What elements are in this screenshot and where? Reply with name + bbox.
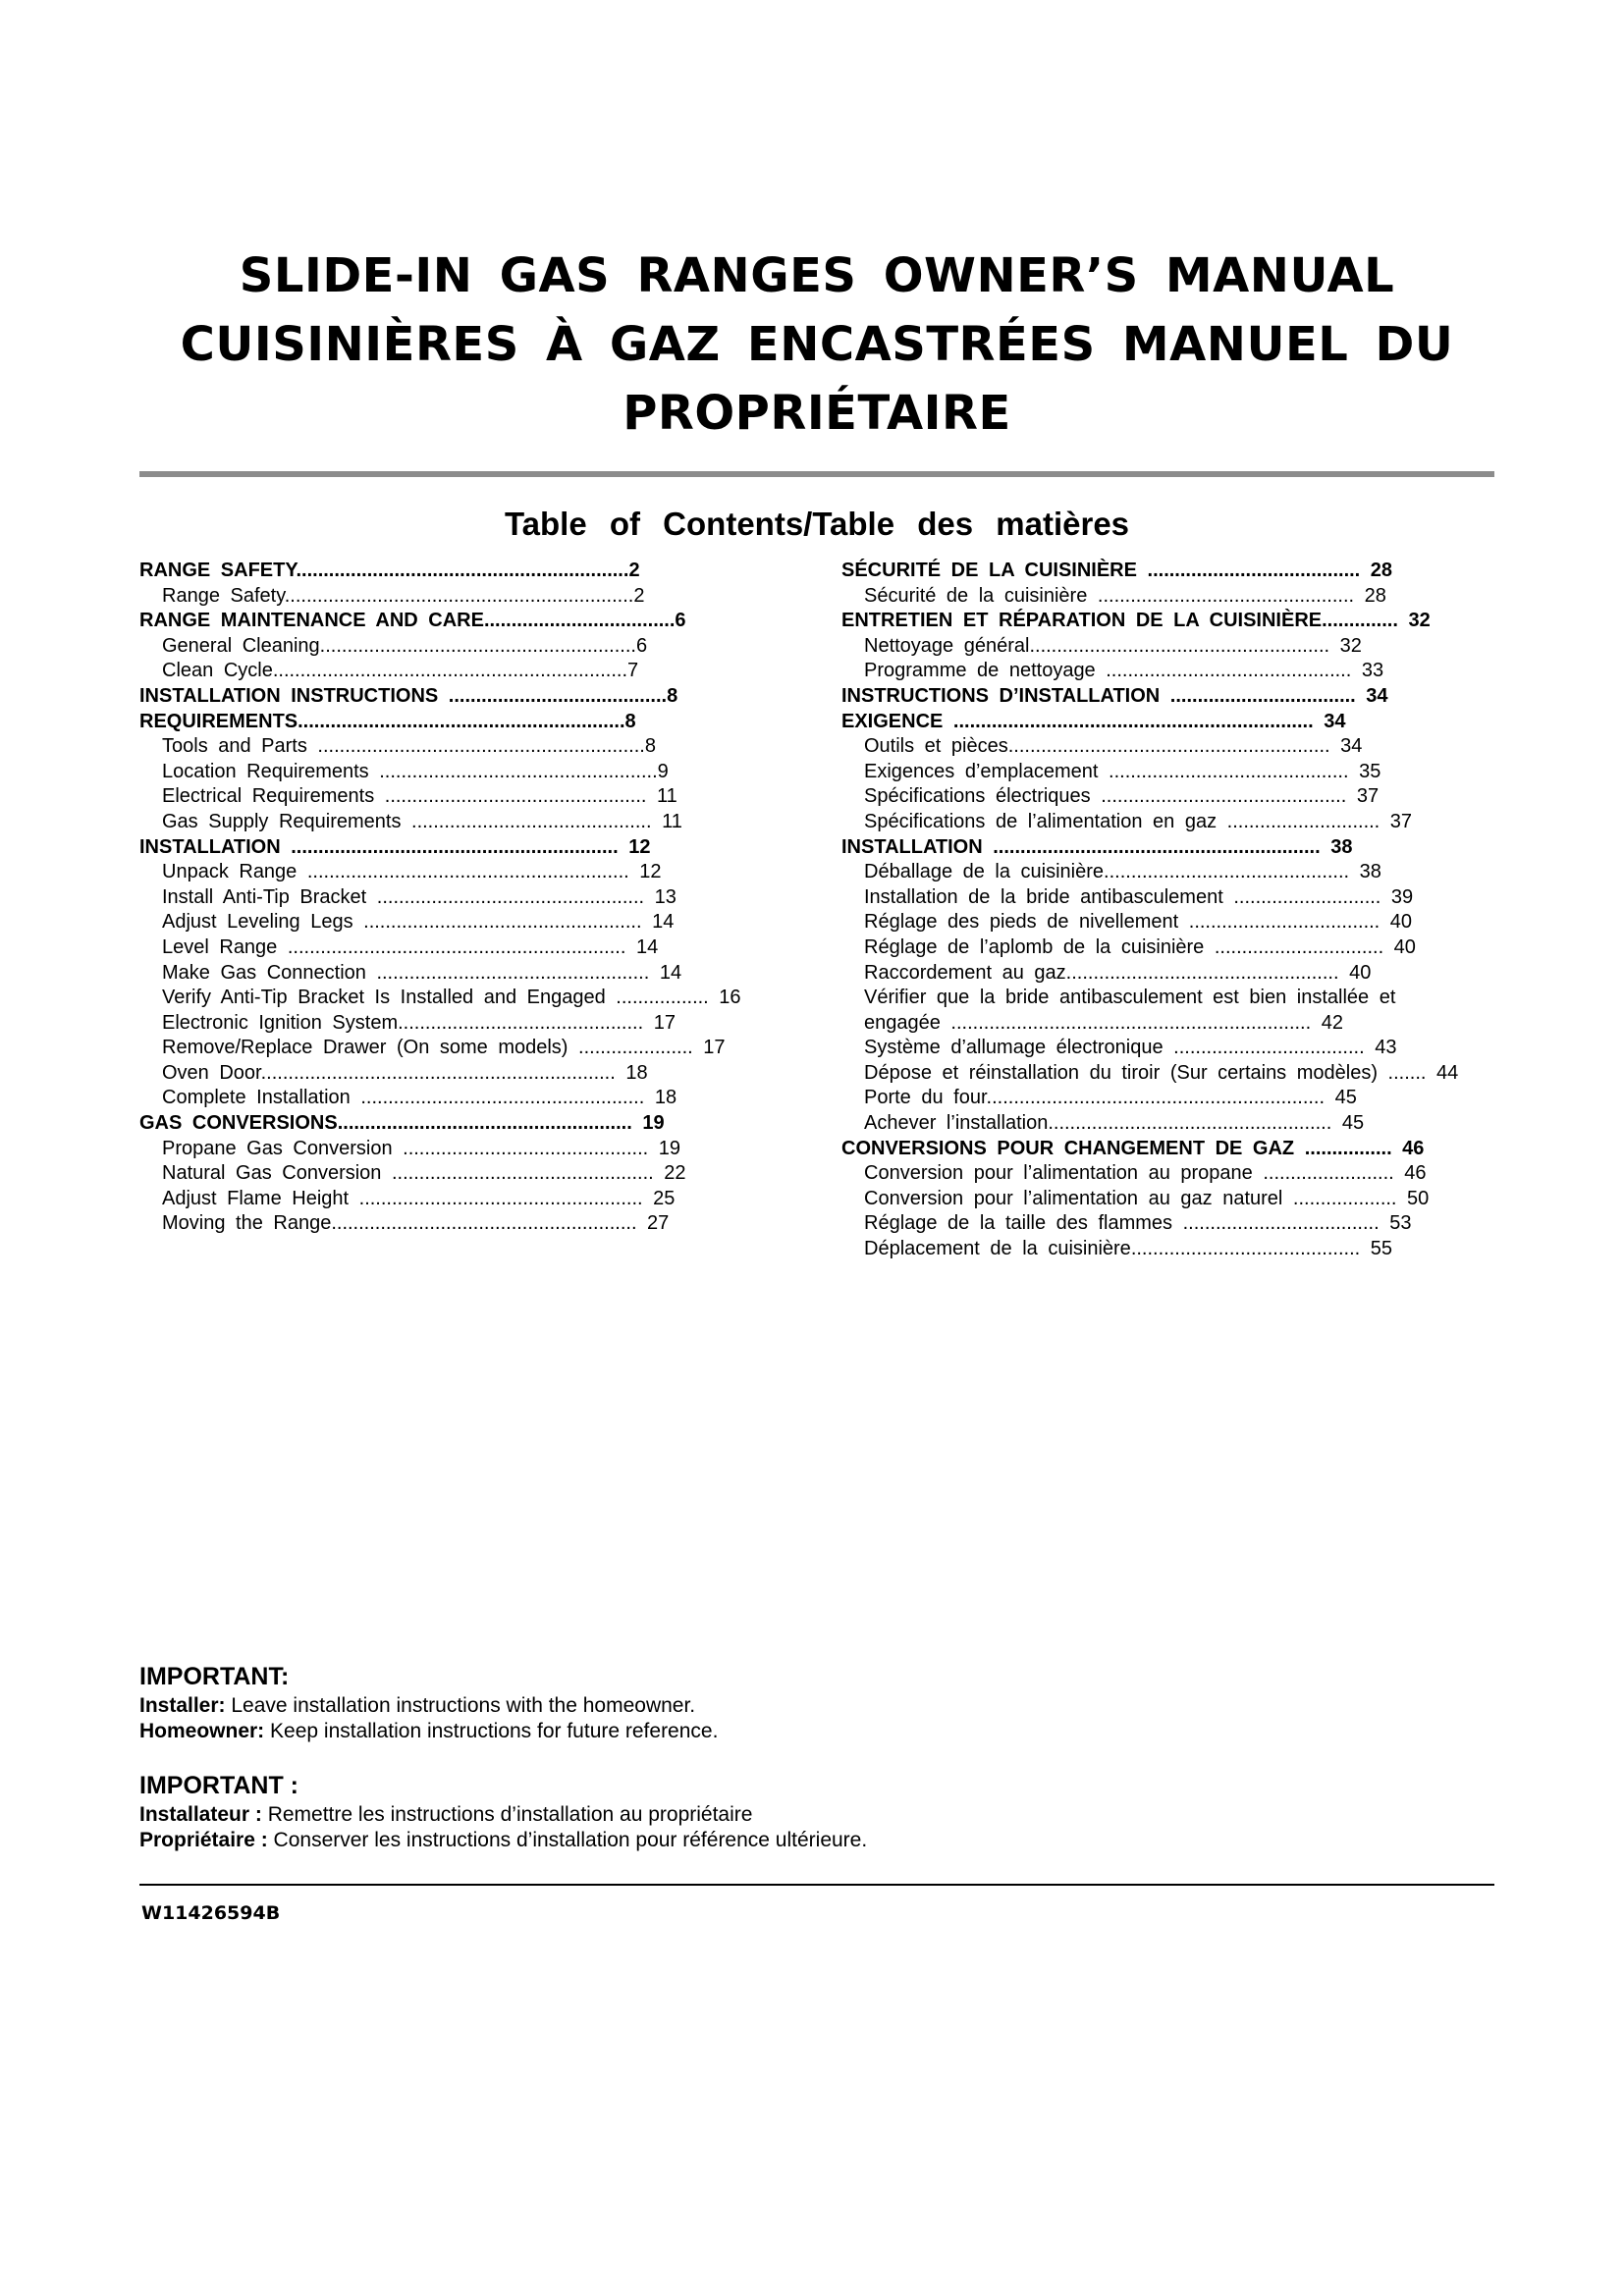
title-line-french: CUISINIÈRES À GAZ ENCASTRÉES MANUEL DU xyxy=(180,317,1454,372)
toc-entry-leader: ............................................. xyxy=(1104,861,1350,883)
toc-section-entry[interactable] xyxy=(841,710,1458,735)
toc-entry-page: 43 xyxy=(1364,1037,1397,1059)
toc-entry-title: Achever l’installation xyxy=(864,1112,1049,1135)
toc-entry-title: Install Anti-Tip Bracket xyxy=(162,885,367,908)
toc-entry-leader: ................................... xyxy=(483,610,676,632)
toc-entry-leader: ................................................................. xyxy=(272,660,628,682)
toc-entry-leader: ............................................ xyxy=(1098,760,1349,782)
toc-entry-title: Spécifications électriques xyxy=(864,785,1091,808)
toc-entry-leader: .................................................... xyxy=(1048,1112,1332,1135)
homeowner-label: Homeowner: xyxy=(139,1720,265,1742)
installateur-note xyxy=(139,1802,867,1828)
toc-entry-title: Conversion pour l’alimentation au propane xyxy=(864,1162,1253,1185)
toc-entry-page: 35 xyxy=(1348,760,1381,782)
toc-entry[interactable] xyxy=(841,634,1458,660)
toc-entry-page: 11 xyxy=(646,785,677,808)
toc-entry-leader: ............................................................ xyxy=(306,735,645,758)
toc-section-entry[interactable] xyxy=(139,559,741,584)
toc-entry[interactable] xyxy=(841,1237,1458,1262)
toc-entry[interactable] xyxy=(139,885,741,911)
toc-entry-page: 14 xyxy=(649,961,682,984)
toc-entry-leader: ....................................... xyxy=(1136,560,1361,581)
toc-entry-page: 13 xyxy=(644,885,677,908)
footer-divider xyxy=(139,1884,1494,1886)
toc-entry-title: INSTRUCTIONS D’INSTALLATION xyxy=(841,684,1161,707)
important-heading-fr: IMPORTANT : xyxy=(139,1772,299,1799)
toc-entry-title: Programme de nettoyage xyxy=(864,660,1096,682)
toc-entry-title: Porte du four xyxy=(864,1087,987,1109)
toc-entry[interactable] xyxy=(139,1211,741,1237)
homeowner-text: Keep installation instructions for future reference. xyxy=(264,1720,719,1742)
toc-entry-page: 40 xyxy=(1338,961,1372,984)
document-number: W11426594B xyxy=(141,1902,281,1924)
toc-entry[interactable] xyxy=(139,1086,741,1111)
toc-entry-title: Gas Supply Requirements xyxy=(162,810,402,832)
toc-entry-leader: ................................................................ xyxy=(284,584,634,607)
toc-section-entry[interactable] xyxy=(139,609,741,634)
toc-entry[interactable] xyxy=(139,1061,741,1087)
toc-entry[interactable] xyxy=(841,860,1458,885)
toc-entry-title: CONVERSIONS POUR CHANGEMENT DE GAZ xyxy=(841,1137,1295,1159)
toc-entry-leader: ....... xyxy=(1378,1061,1427,1084)
toc-section-entry[interactable] xyxy=(139,710,741,735)
toc-entry-title: INSTALLATION xyxy=(139,835,281,858)
toc-entry-title: Tools and Parts xyxy=(162,735,307,758)
toc-entry[interactable] xyxy=(841,734,1458,760)
toc-entry-page: 7 xyxy=(627,660,639,682)
important-heading: IMPORTANT: xyxy=(139,1663,290,1690)
toc-entry-leader: ............................................................. xyxy=(296,560,629,581)
toc-entry-title: SÉCURITÉ DE LA CUISINIÈRE xyxy=(841,560,1137,581)
toc-entry-title: Natural Gas Conversion xyxy=(162,1162,382,1185)
toc-entry[interactable] xyxy=(139,760,741,785)
toc-entry-title: REQUIREMENTS xyxy=(139,710,298,732)
toc-entry-page: 17 xyxy=(692,1037,726,1059)
toc-entry[interactable] xyxy=(841,961,1458,987)
toc-entry-page: 17 xyxy=(643,1011,676,1034)
toc-entry-leader: ............................................................ xyxy=(298,710,625,732)
toc-entry-leader: ...................................................... xyxy=(337,1112,632,1135)
toc-entry-page: 55 xyxy=(1360,1238,1393,1260)
toc-section-entry[interactable] xyxy=(841,684,1458,710)
toc-french-column xyxy=(841,559,1458,1262)
toc-entry[interactable] xyxy=(841,1036,1458,1061)
toc-entry-leader: .................................. xyxy=(1160,684,1356,707)
toc-entry[interactable] xyxy=(841,1111,1458,1137)
toc-entry[interactable] xyxy=(841,1187,1458,1212)
title-divider xyxy=(139,471,1494,477)
toc-entry-title: Réglage de la taille des flammes xyxy=(864,1212,1173,1235)
toc-entry[interactable] xyxy=(841,810,1458,835)
toc-entry-title: Déplacement de la cuisinière xyxy=(864,1238,1131,1260)
toc-entry-leader: ................................................... xyxy=(352,911,642,934)
toc-entry[interactable] xyxy=(139,1161,741,1187)
toc-entry-page: 8 xyxy=(624,710,636,732)
installer-note xyxy=(139,1693,718,1719)
toc-entry-title: Déballage de la cuisinière xyxy=(864,861,1105,883)
toc-entry-leader: .................................................... xyxy=(349,1187,643,1209)
toc-entry-page: 8 xyxy=(644,735,656,758)
toc-entry-page: 6 xyxy=(675,610,686,632)
toc-entry-leader: ............................................ xyxy=(401,810,652,832)
toc-entry-title: Level Range xyxy=(162,935,278,958)
toc-entry[interactable] xyxy=(841,1161,1458,1187)
toc-entry-leader: .......................................... xyxy=(1130,1238,1361,1260)
toc-entry-title: Moving the Range xyxy=(162,1212,332,1235)
toc-entry-leader: ........................................................... xyxy=(297,861,629,883)
toc-entry-leader: ............................................. xyxy=(392,1137,649,1159)
toc-entry-title: Réglage de l’aplomb de la cuisinière xyxy=(864,935,1205,958)
toc-entry-title: Propane Gas Conversion xyxy=(162,1137,393,1159)
toc-entry-title: Sécurité de la cuisinière xyxy=(864,584,1088,607)
toc-entry-page: 32 xyxy=(1397,610,1431,632)
toc-entry-page: 6 xyxy=(635,634,648,657)
toc-entry-leader: ................................... xyxy=(1163,1037,1365,1059)
toc-entry-page: 45 xyxy=(1325,1087,1357,1109)
toc-entry-leader: .............................................................. xyxy=(986,1087,1326,1109)
toc-entry[interactable] xyxy=(841,784,1458,810)
toc-entry-title: INSTALLATION xyxy=(841,835,983,858)
toc-entry[interactable] xyxy=(139,734,741,760)
toc-entry-leader: ................. xyxy=(605,987,709,1009)
manual-title xyxy=(137,241,1496,448)
toc-entry-page: 28 xyxy=(1360,560,1393,581)
toc-entry-page: 8 xyxy=(667,684,678,707)
toc-entry-leader: .................................................. xyxy=(1065,961,1339,984)
installer-text: Leave installation instructions with the homeowner. xyxy=(225,1694,696,1717)
toc-entry-title: Raccordement au gaz xyxy=(864,961,1066,984)
toc-entry[interactable] xyxy=(139,634,741,660)
toc-entry-leader: ................................................. xyxy=(366,885,645,908)
toc-entry[interactable] xyxy=(841,1011,1458,1037)
toc-entry[interactable] xyxy=(139,1187,741,1212)
proprietaire-text: Conserver les instructions d’installation pour référence ultérieure. xyxy=(267,1829,868,1851)
toc-entry-leader: ..................... xyxy=(568,1037,693,1059)
toc-entry-title: RANGE SAFETY xyxy=(139,560,297,581)
toc-section-entry[interactable] xyxy=(139,835,741,861)
toc-entry-leader: ................ xyxy=(1294,1137,1392,1159)
toc-entry-page: 19 xyxy=(648,1137,680,1159)
title-line-french-cont: PROPRIÉTAIRE xyxy=(623,386,1011,441)
toc-entry-page: 34 xyxy=(1355,684,1388,707)
toc-entry-page: 45 xyxy=(1331,1112,1365,1135)
toc-entry-title: ENTRETIEN ET RÉPARATION DE LA CUISINIÈRE xyxy=(841,610,1323,632)
toc-entry[interactable] xyxy=(841,986,1458,1011)
toc-entry-page: 12 xyxy=(628,861,662,883)
toc-entry-title: Spécifications de l’alimentation en gaz xyxy=(864,810,1218,832)
toc-entry-page: 27 xyxy=(636,1212,670,1235)
toc-entry-leader: ............................................................ xyxy=(982,835,1321,858)
toc-entry-title: Clean Cycle xyxy=(162,660,273,682)
toc-entry[interactable] xyxy=(139,860,741,885)
toc-entry-page: 44 xyxy=(1426,1061,1459,1084)
toc-entry-page: 34 xyxy=(1313,710,1346,732)
toc-entry[interactable] xyxy=(139,810,741,835)
toc-entry-leader: ........................... xyxy=(1222,885,1381,908)
toc-entry-title: Electrical Requirements xyxy=(162,785,375,808)
toc-entry-title: Location Requirements xyxy=(162,760,369,782)
toc-entry-page: 16 xyxy=(708,987,741,1009)
toc-entry-page: 34 xyxy=(1329,735,1363,758)
toc-entry-page: 2 xyxy=(628,560,640,581)
toc-entry-leader: ........................................ xyxy=(438,684,668,707)
toc-english-column xyxy=(139,559,741,1237)
toc-heading: Table of Contents/Table des matières xyxy=(504,506,1130,542)
toc-entry-leader: ....................................................... xyxy=(1029,634,1330,657)
toc-entry-leader: .......................................................... xyxy=(319,634,636,657)
toc-entry-page: 33 xyxy=(1351,660,1384,682)
toc-entry-leader: ................................................ xyxy=(374,785,647,808)
toc-entry-leader: ........................................................... xyxy=(1007,735,1330,758)
toc-entry-page: 14 xyxy=(641,911,675,934)
toc-entry[interactable] xyxy=(139,910,741,935)
proprietaire-label: Propriétaire : xyxy=(139,1829,268,1851)
toc-entry-leader: ........................................................ xyxy=(331,1212,637,1235)
proprietaire-note xyxy=(139,1828,867,1853)
toc-entry[interactable] xyxy=(841,910,1458,935)
toc-entry-title: Réglage des pieds de nivellement xyxy=(864,911,1179,934)
toc-entry-title: Unpack Range xyxy=(162,861,298,883)
homeowner-note xyxy=(139,1719,718,1744)
toc-entry-page: 37 xyxy=(1380,810,1413,832)
toc-entry-leader: .............. xyxy=(1322,610,1398,632)
toc-entry[interactable] xyxy=(841,935,1458,961)
installateur-text: Remettre les instructions d’installation au propriétaire xyxy=(261,1803,753,1826)
toc-entry-page: 2 xyxy=(633,584,645,607)
toc-entry-leader: .................................................... xyxy=(350,1087,645,1109)
toc-entry[interactable] xyxy=(841,1086,1458,1111)
toc-entry-title: Range Safety xyxy=(162,584,285,607)
toc-entry-page: 46 xyxy=(1391,1137,1425,1159)
toc-entry-page: 18 xyxy=(644,1087,677,1109)
toc-entry-title: Adjust Leveling Legs xyxy=(162,911,353,934)
toc-entry-title: Make Gas Connection xyxy=(162,961,366,984)
toc-entry[interactable] xyxy=(139,961,741,987)
toc-entry-page: 37 xyxy=(1346,785,1380,808)
toc-entry-title: Complete Installation xyxy=(162,1087,351,1109)
toc-entry-page: 42 xyxy=(1311,1011,1343,1034)
toc-section-entry[interactable] xyxy=(139,1111,741,1137)
toc-entry-page: 50 xyxy=(1396,1187,1430,1209)
toc-entry[interactable] xyxy=(139,935,741,961)
toc-entry[interactable] xyxy=(139,784,741,810)
toc-entry[interactable] xyxy=(139,1011,741,1037)
toc-entry-title: Remove/Replace Drawer (On some models) xyxy=(162,1037,568,1059)
toc-entry-leader: ............................................. xyxy=(1095,660,1352,682)
toc-entry-leader: .................................................. xyxy=(365,961,650,984)
toc-section-entry[interactable] xyxy=(841,1137,1458,1162)
installateur-label: Installateur : xyxy=(139,1803,262,1826)
toc-entry-title: Oven Door xyxy=(162,1061,261,1084)
toc-entry-leader: ........................ xyxy=(1252,1162,1394,1185)
toc-entry-title: Nettoyage général xyxy=(864,634,1030,657)
toc-entry-leader: ............................ xyxy=(1217,810,1380,832)
toc-entry[interactable] xyxy=(841,659,1458,684)
toc-entry-leader: ............................................... xyxy=(1087,584,1355,607)
toc-entry-title: Electronic Ignition System xyxy=(162,1011,399,1034)
installer-label: Installer: xyxy=(139,1694,226,1717)
toc-entry-page: 12 xyxy=(618,835,651,858)
toc-entry[interactable] xyxy=(841,1211,1458,1237)
toc-entry-title: Dépose et réinstallation du tiroir (Sur certains modèles) xyxy=(864,1061,1378,1084)
toc-entry-title: engagée xyxy=(864,1011,941,1034)
toc-entry-page: 53 xyxy=(1379,1212,1412,1235)
toc-section-entry[interactable] xyxy=(139,684,741,710)
toc-section-entry[interactable] xyxy=(841,559,1458,584)
toc-entry-page: 39 xyxy=(1380,885,1414,908)
toc-entry[interactable] xyxy=(841,760,1458,785)
toc-entry-title: Exigences d’emplacement xyxy=(864,760,1099,782)
toc-entry-page: 19 xyxy=(631,1112,665,1135)
toc-entry-page: 9 xyxy=(657,760,669,782)
toc-entry-page: 25 xyxy=(642,1187,676,1209)
toc-entry-page: 28 xyxy=(1354,584,1386,607)
toc-entry[interactable] xyxy=(139,1036,741,1061)
toc-section-entry[interactable] xyxy=(841,609,1458,634)
toc-entry[interactable] xyxy=(841,1061,1458,1087)
toc-entry-title: GAS CONVERSIONS xyxy=(139,1112,338,1135)
toc-entry-page: 14 xyxy=(625,935,659,958)
toc-entry-leader: ................................................... xyxy=(368,760,658,782)
toc-entry-page: 46 xyxy=(1393,1162,1427,1185)
title-line-english: SLIDE-IN GAS RANGES OWNER’S MANUAL xyxy=(239,248,1395,303)
toc-entry[interactable] xyxy=(139,584,741,610)
toc-entry-leader: ............................... xyxy=(1204,935,1384,958)
toc-entry-page: 40 xyxy=(1380,911,1413,934)
toc-section-entry[interactable] xyxy=(841,835,1458,861)
toc-entry-title: Verify Anti-Tip Bracket Is Installed and Engaged xyxy=(162,987,606,1009)
toc-entry-page: 22 xyxy=(653,1162,686,1185)
toc-entry[interactable] xyxy=(139,659,741,684)
toc-entry-title: Installation de la bride antibasculement xyxy=(864,885,1223,908)
toc-entry-title: Outils et pièces xyxy=(864,735,1008,758)
toc-entry-leader: ................................... xyxy=(1178,911,1380,934)
toc-entry[interactable] xyxy=(139,986,741,1011)
toc-entry-leader: ............................................................ xyxy=(280,835,619,858)
toc-entry-leader: .................................................................. xyxy=(940,1011,1312,1034)
toc-entry-leader: ................... xyxy=(1282,1187,1397,1209)
toc-entry-title: Système d’allumage électronique xyxy=(864,1037,1164,1059)
toc-entry-title: Adjust Flame Height xyxy=(162,1187,350,1209)
toc-entry-page: 40 xyxy=(1383,935,1416,958)
toc-entry-title: Conversion pour l’alimentation au gaz naturel xyxy=(864,1187,1283,1209)
toc-entry-leader: ................................................................. xyxy=(260,1061,616,1084)
toc-entry[interactable] xyxy=(139,1137,741,1162)
toc-entry-leader: .................................... xyxy=(1172,1212,1380,1235)
toc-entry-page: 18 xyxy=(615,1061,648,1084)
toc-entry-leader: ............................................. xyxy=(398,1011,644,1034)
toc-entry-leader: ............................................. xyxy=(1090,785,1347,808)
toc-entry-page: 11 xyxy=(651,810,682,832)
toc-entry-page: 38 xyxy=(1320,835,1353,858)
toc-entry-leader: .............................................................. xyxy=(277,935,626,958)
toc-entry-leader: .................................................................. xyxy=(943,710,1314,732)
toc-entry-leader: ................................................ xyxy=(381,1162,654,1185)
important-notice-french xyxy=(139,1769,867,1853)
toc-entry-page: 38 xyxy=(1349,861,1381,883)
toc-entry[interactable] xyxy=(841,584,1458,610)
toc-entry-title: General Cleaning xyxy=(162,634,320,657)
important-notice-english xyxy=(139,1660,718,1744)
toc-entry-title: INSTALLATION INSTRUCTIONS xyxy=(139,684,439,707)
toc-entry-title: EXIGENCE xyxy=(841,710,944,732)
toc-entry-title: Vérifier que la bride antibasculement est bien installée et xyxy=(864,987,1396,1009)
toc-entry[interactable] xyxy=(841,885,1458,911)
toc-entry-title: RANGE MAINTENANCE AND CARE xyxy=(139,610,484,632)
toc-entry-page: 32 xyxy=(1329,634,1362,657)
